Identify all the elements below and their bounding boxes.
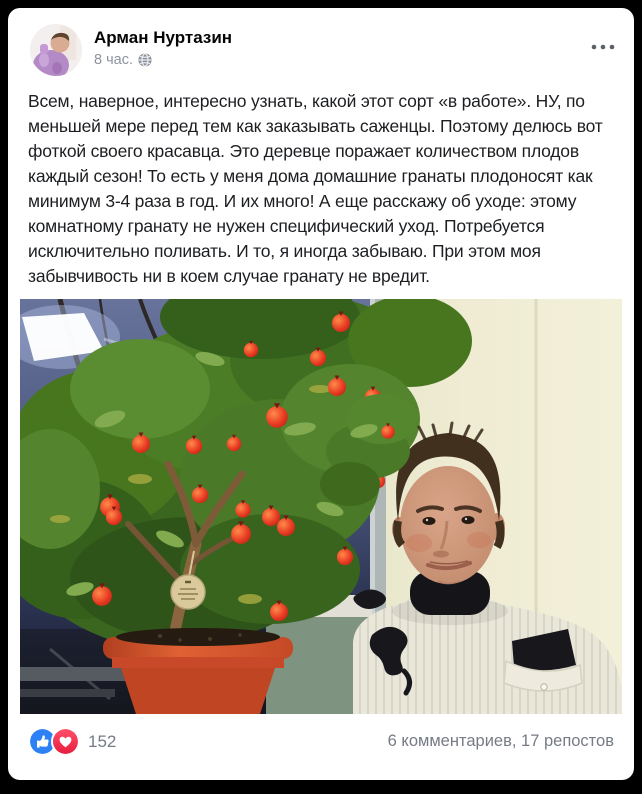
post-header xyxy=(8,8,634,76)
post-footer xyxy=(8,714,634,756)
photo-illustration xyxy=(20,299,622,714)
post-photo[interactable] xyxy=(20,299,622,714)
avatar[interactable] xyxy=(30,24,82,76)
post-card xyxy=(8,8,634,780)
love-icon[interactable] xyxy=(51,727,80,756)
post-text: Всем, наверное, интересно узнать, какой этот сорт «в работе». НУ, по меньшей мере перед тем как заказывать саженцы. Поэтому делюсь вот фоткой своего красавца. Это деревце поражает количеством плодов каждый сезон! То есть у меня дома домашние гранаты плодоносят как минимум 3-4 раза в год. И их много! А еще расскажу об уходе: этому комнатному гранату не нужен специфический уход. Потребуется исключительно поливать. И то, я иногда забываю. При этом моя забывчивость ни в коем случае гранату не вредит. xyxy=(28,91,603,286)
timestamp[interactable]: 8 час. xyxy=(94,52,133,68)
reactions-summary[interactable] xyxy=(28,727,116,756)
avatar-image xyxy=(30,24,82,76)
reactions-count[interactable]: 152 xyxy=(88,731,117,751)
author-name[interactable]: Арман Нуртазин xyxy=(94,28,233,47)
ellipsis-icon xyxy=(590,43,616,51)
timestamp-row xyxy=(94,52,588,68)
engagement-text[interactable]: 6 комментариев, 17 репостов xyxy=(387,732,614,750)
post-menu-button[interactable] xyxy=(588,32,618,62)
header-meta xyxy=(94,24,588,68)
globe-icon xyxy=(138,53,152,67)
